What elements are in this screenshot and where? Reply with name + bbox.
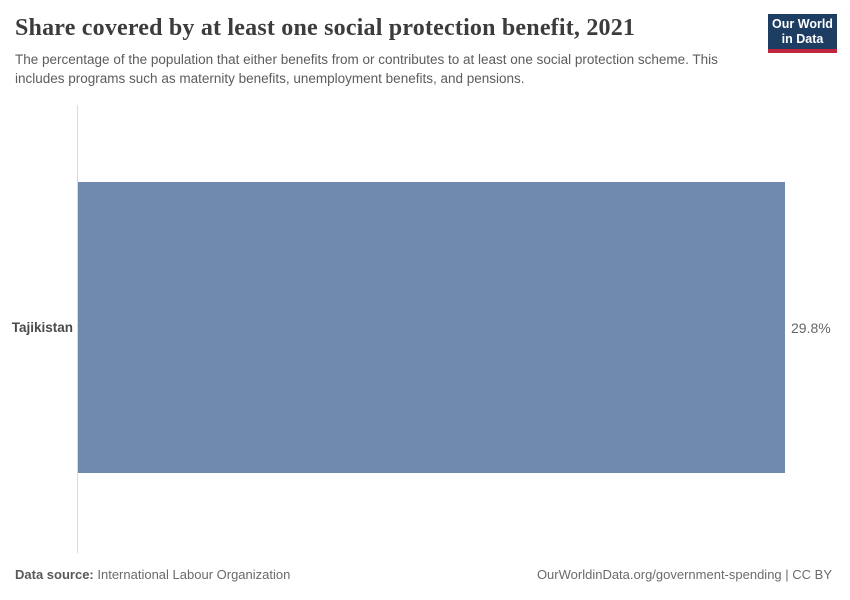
- bar-tajikistan[interactable]: [78, 182, 785, 473]
- owid-logo[interactable]: [768, 14, 837, 53]
- data-source-value: International Labour Organization: [97, 567, 291, 582]
- chart-footer: [15, 567, 832, 582]
- value-label-tajikistan: 29.8%: [791, 320, 831, 336]
- attribution: OurWorldinData.org/government-spending | CC BY: [536, 567, 832, 582]
- data-source: [15, 567, 290, 582]
- logo-line-1: Our World: [772, 17, 833, 31]
- entity-label-tajikistan: Tajikistan: [11, 320, 73, 335]
- chart-title: Share covered by at least one social protection benefit, 2021: [15, 15, 636, 41]
- data-source-label: Data source:: [15, 567, 94, 582]
- chart-subtitle: The percentage of the population that either benefits from or contributes to at least one social protection scheme. This includes programs such as maternity benefits, unemployment benefits, and pensions.: [15, 52, 718, 86]
- plot-area: [78, 182, 785, 473]
- logo-line-2: in Data: [781, 32, 824, 46]
